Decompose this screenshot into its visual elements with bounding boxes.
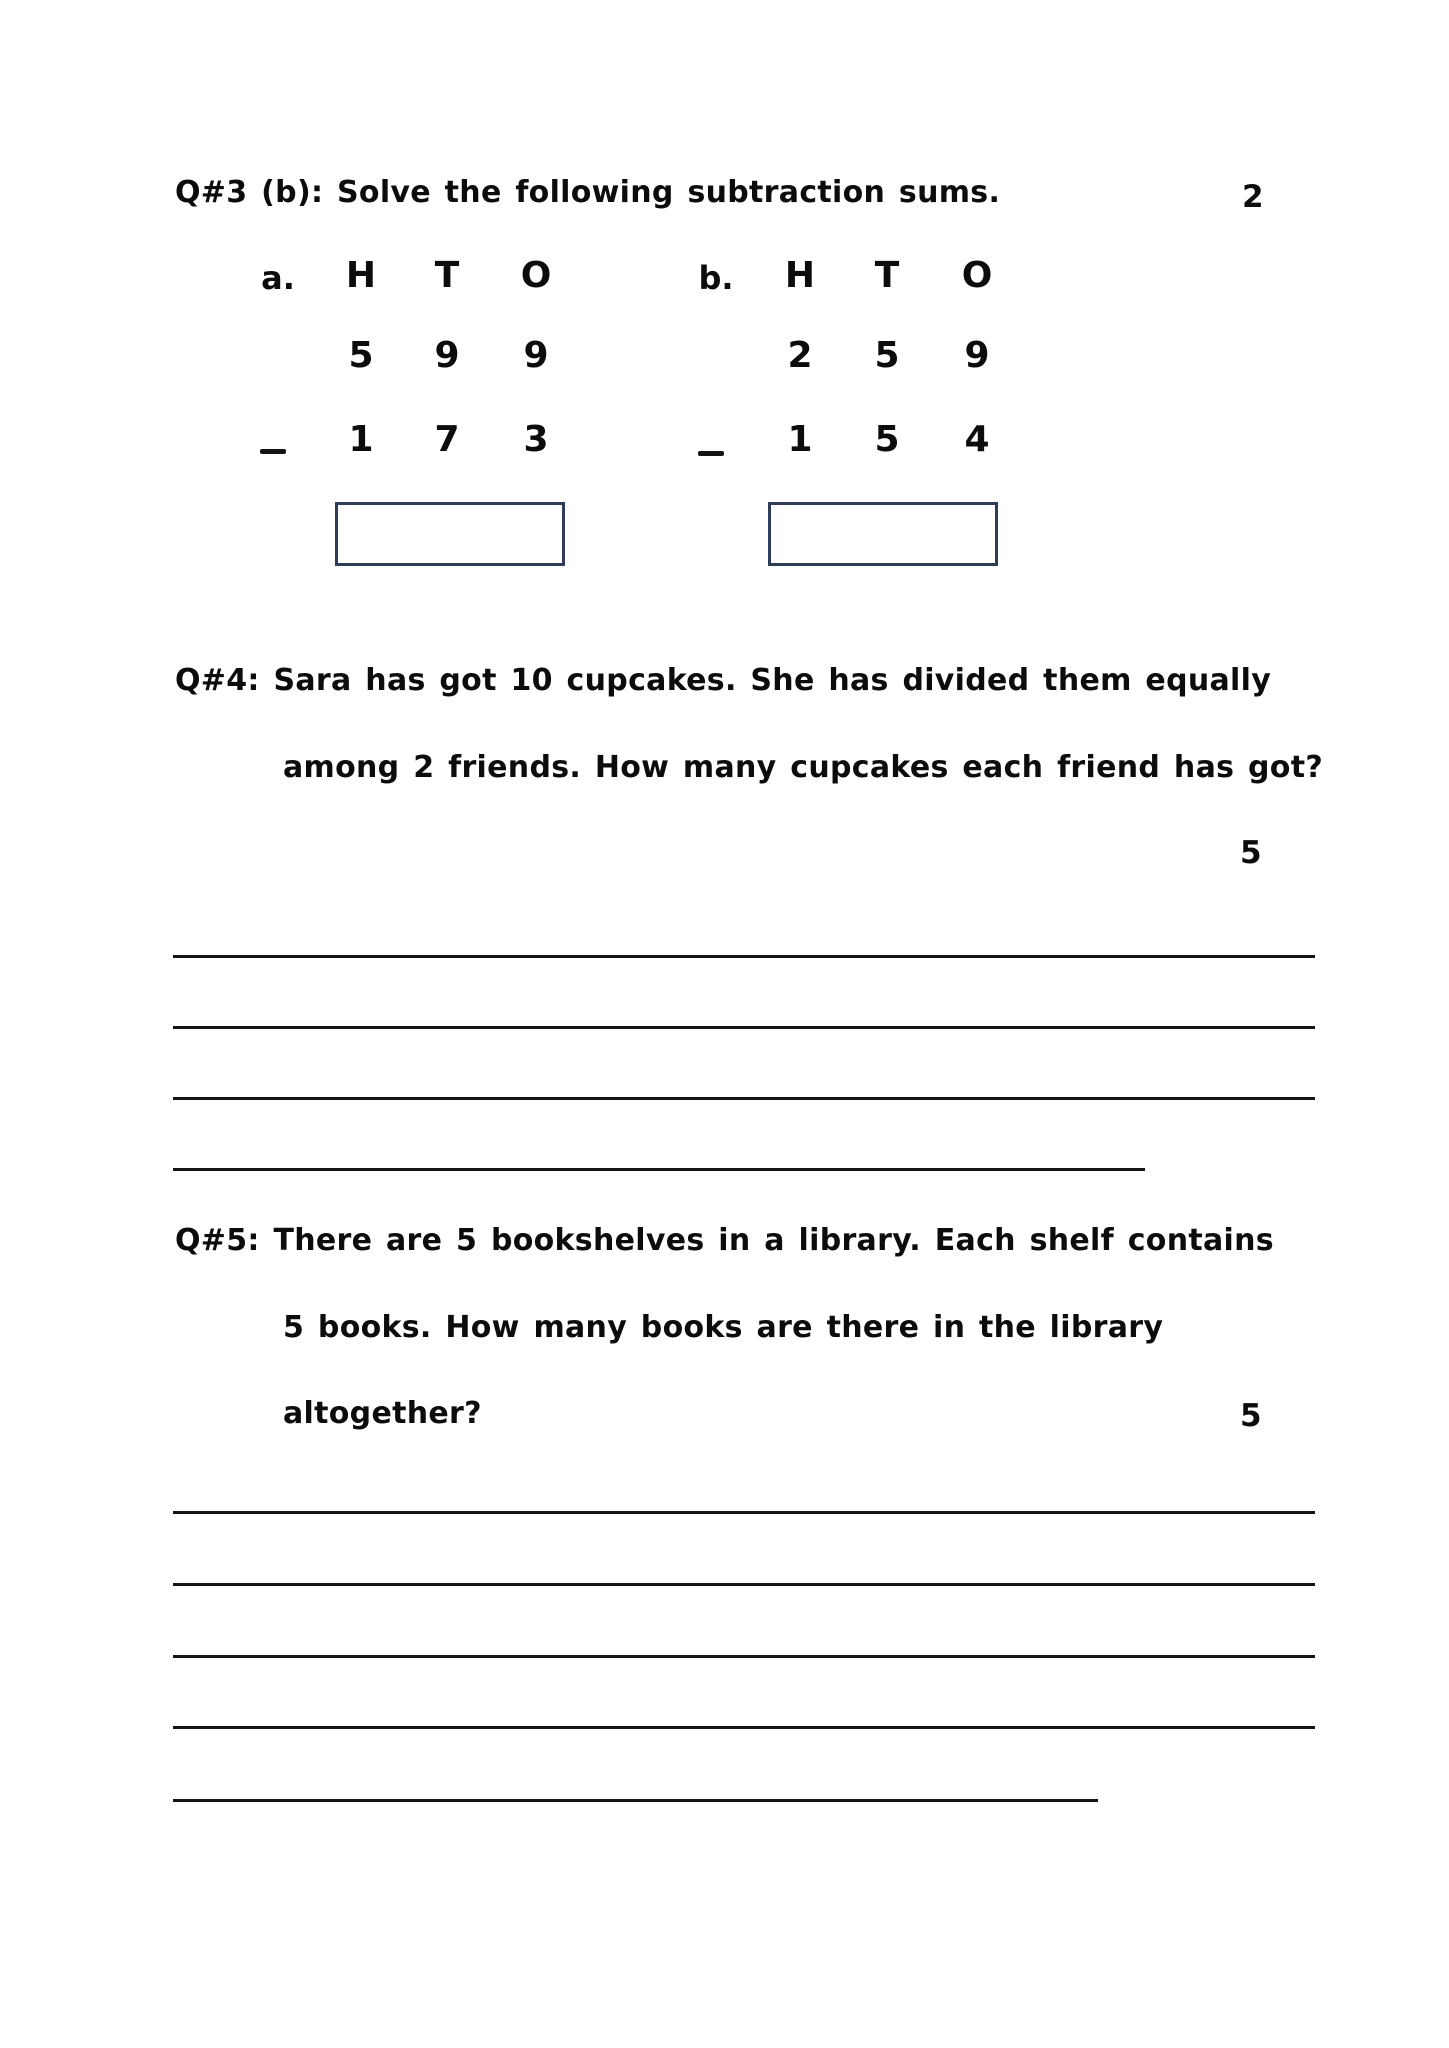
problem-a-subtrahend-ones: 3 bbox=[523, 419, 549, 460]
problem-b-subtrahend-ones: 4 bbox=[964, 419, 990, 460]
problem-b-header-hundreds: H bbox=[784, 255, 816, 296]
q5-question-line1: Q#5: There are 5 bookshelves in a library. Each shelf contains bbox=[175, 1223, 1274, 1258]
q4-answer-line[interactable] bbox=[173, 1026, 1315, 1029]
problem-a-header-ones: O bbox=[520, 255, 552, 296]
q4-question-line2: among 2 friends. How many cupcakes each friend has got? bbox=[283, 750, 1324, 785]
q5-answer-line[interactable] bbox=[173, 1726, 1315, 1729]
problem-a-answer-box[interactable] bbox=[335, 502, 565, 566]
problem-b-minuend-hundreds: 2 bbox=[787, 335, 813, 376]
problem-b-minuend-tens: 5 bbox=[874, 335, 900, 376]
q5-answer-line[interactable] bbox=[173, 1655, 1315, 1658]
problem-a-subtrahend-hundreds: 1 bbox=[348, 419, 374, 460]
q5-answer-line[interactable] bbox=[173, 1511, 1315, 1514]
problem-b-answer-box[interactable] bbox=[768, 502, 998, 566]
q3-marks: 2 bbox=[1242, 179, 1264, 215]
q4-question-line1: Q#4: Sara has got 10 cupcakes. She has divided them equally bbox=[175, 663, 1272, 698]
q5-marks: 5 bbox=[1240, 1398, 1262, 1434]
q4-answer-line[interactable] bbox=[173, 1168, 1145, 1171]
q5-answer-line[interactable] bbox=[173, 1583, 1315, 1586]
q4-answer-line[interactable] bbox=[173, 1097, 1315, 1100]
problem-a-header-hundreds: H bbox=[345, 255, 377, 296]
problem-a-header-tens: T bbox=[434, 255, 460, 296]
problem-b-minuend-ones: 9 bbox=[964, 335, 990, 376]
problem-a-minus-icon bbox=[260, 449, 286, 454]
problem-a-minuend-ones: 9 bbox=[523, 335, 549, 376]
problem-b-subtrahend-hundreds: 1 bbox=[787, 419, 813, 460]
q5-question-line2: 5 books. How many books are there in the library bbox=[283, 1310, 1164, 1345]
problem-b-header-ones: O bbox=[961, 255, 993, 296]
problem-a-label: a. bbox=[261, 259, 295, 297]
problem-a-subtrahend-tens: 7 bbox=[434, 419, 460, 460]
q4-answer-line[interactable] bbox=[173, 955, 1315, 958]
problem-a-minuend-hundreds: 5 bbox=[348, 335, 374, 376]
q5-answer-line[interactable] bbox=[173, 1799, 1098, 1802]
q4-marks: 5 bbox=[1240, 835, 1262, 871]
problem-b-minus-icon bbox=[698, 451, 724, 456]
q3-title: Q#3 (b): Solve the following subtraction sums. bbox=[175, 175, 1001, 210]
problem-b-header-tens: T bbox=[874, 255, 900, 296]
problem-b-label: b. bbox=[698, 259, 734, 297]
problem-a-minuend-tens: 9 bbox=[434, 335, 460, 376]
problem-b-subtrahend-tens: 5 bbox=[874, 419, 900, 460]
q5-question-line3: altogether? bbox=[283, 1396, 482, 1431]
